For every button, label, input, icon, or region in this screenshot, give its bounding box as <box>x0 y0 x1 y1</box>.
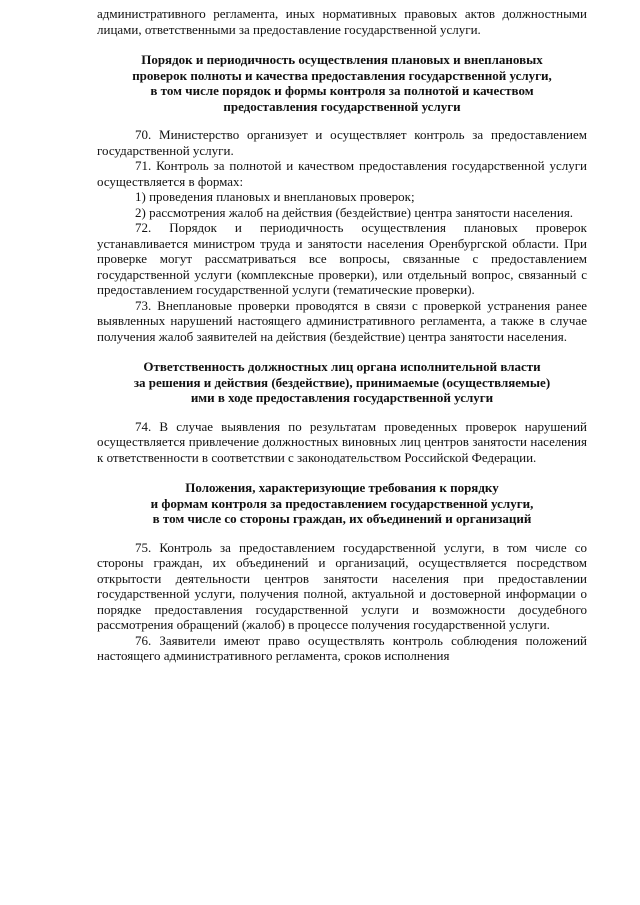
heading-line: проверок полноты и качества предоставления государственной услуги, <box>132 67 552 83</box>
section-heading-responsibility <box>97 359 587 406</box>
paragraph-71: 71. Контроль за полнотой и качеством предоставления государственной услуги осуществляется в формах: <box>97 158 587 189</box>
intro-paragraph: административного регламента, иных нормативных правовых актов должностными лицами, ответственными за предоставление государственной услуги. <box>97 6 587 37</box>
paragraph-70: 70. Министерство организует и осуществляет контроль за предоставлением государственной услуги. <box>97 127 587 158</box>
heading-line: в том числе со стороны граждан, их объединений и организаций <box>152 511 532 526</box>
section-heading-citizen-control <box>97 480 587 527</box>
paragraph-75: 75. Контроль за предоставлением государственной услуги, в том числе со стороны граждан, их объединений и организаций, осуществляется посредством открытости деятельности центров занятости населения при предоставлении государственной услуги, получения полной, актуальной и достоверной информации о порядке предоставления государственной услуги и возможности досудебного рассмотрения обращений (жалоб) в процессе получения государственной услуги. <box>97 539 587 632</box>
paragraph-73: 73. Внеплановые проверки проводятся в связи с проверкой устранения ранее выявленных нарушений настоящего административного регламента, а также в случае получения жалоб заявителей на действия (бездействие) центра занятости населения. <box>97 297 587 344</box>
heading-line: ими в ходе предоставления государственной услуги <box>190 390 494 405</box>
document-page <box>97 6 587 664</box>
heading-line: Ответственность должностных лиц органа исполнительной власти <box>143 359 541 374</box>
section-heading-monitoring <box>97 52 587 114</box>
heading-line: Порядок и периодичность осуществления плановых и внеплановых <box>141 52 543 67</box>
heading-line: за решения и действия (бездействие), принимаемые (осуществляемые) <box>133 374 551 390</box>
heading-line: Положения, характеризующие требования к порядку <box>185 480 499 495</box>
paragraph-76: 76. Заявители имеют право осуществлять контроль соблюдения положений настоящего административного регламента, сроков исполнения <box>97 632 587 663</box>
heading-line: и формам контроля за предоставлением государственной услуги, <box>150 495 534 511</box>
heading-line: в том числе порядок и формы контроля за полнотой и качеством <box>150 83 534 98</box>
paragraph-74: 74. В случае выявления по результатам проведенных проверок нарушений осуществляется привлечение должностных виновных лиц центров занятости населения к ответственности в соответствии с законодательством Российской Федерации. <box>97 418 587 465</box>
heading-line: предоставления государственной услуги <box>223 98 461 114</box>
paragraph-71-item-2: 2) рассмотрения жалоб на действия (бездействие) центра занятости населения. <box>135 204 574 220</box>
paragraph-72: 72. Порядок и периодичность осуществления плановых проверок устанавливается министром труда и занятости населения Оренбургской области. При проверке могут рассматриваться все вопросы, связанные с предоставлением государственной услуги (комплексные проверки), или отдельный вопрос, связанный с предоставлением государственной услуги (тематические проверки). <box>97 220 587 297</box>
paragraph-71-item-1: 1) проведения плановых и внеплановых проверок; <box>135 189 415 204</box>
